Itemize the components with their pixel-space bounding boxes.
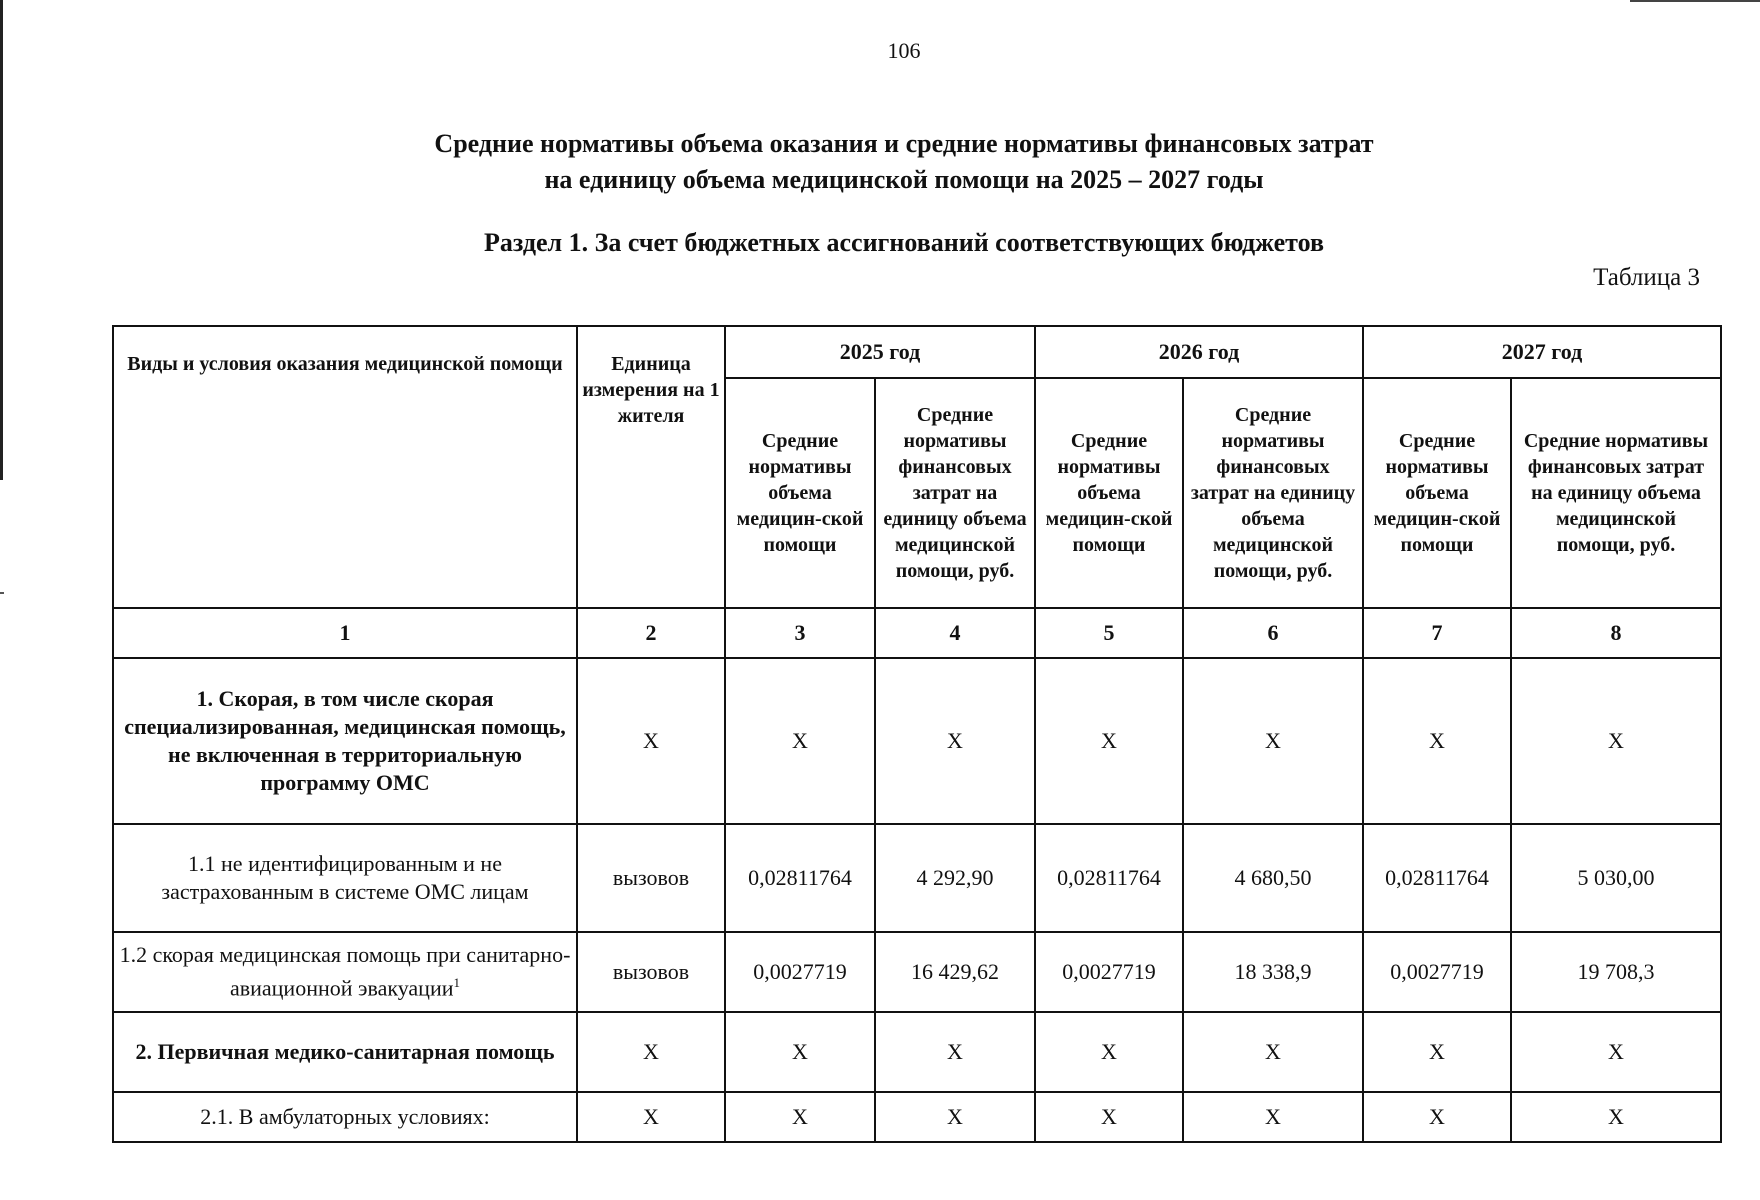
- table-cell: Х: [875, 658, 1035, 824]
- table-cell: 5 030,00: [1511, 824, 1721, 932]
- table-cell: 16 429,62: [875, 932, 1035, 1012]
- table-cell: 0,02811764: [1363, 824, 1511, 932]
- table-cell: 18 338,9: [1183, 932, 1363, 1012]
- table-cell: Х: [1183, 658, 1363, 824]
- row-label: 1.1 не идентифицированным и не застрахованным в системе ОМС лицам: [113, 824, 577, 932]
- table-row: [113, 1092, 1721, 1142]
- table-cell: 0,02811764: [725, 824, 875, 932]
- scan-tick-left: [0, 592, 4, 594]
- page-number: 106: [887, 38, 921, 63]
- column-number: 6: [1183, 608, 1363, 658]
- header-cost-2025: Средние нормативы финансовых затрат на единицу объема медицинской помощи, руб.: [875, 378, 1035, 608]
- table-cell: 19 708,3: [1511, 932, 1721, 1012]
- title-line-2: на единицу объема медицинской помощи на 2025 – 2027 годы: [544, 165, 1264, 194]
- table-label: Таблица 3: [1593, 264, 1700, 291]
- table-cell: Х: [1511, 1012, 1721, 1092]
- row-label: [113, 932, 577, 1012]
- table-cell: Х: [1363, 1012, 1511, 1092]
- row-label: 2. Первичная медико-санитарная помощь: [113, 1012, 577, 1092]
- row-label-text: 1.2 скорая медицинская помощь при санитарно-авиационной эвакуации: [119, 942, 571, 1001]
- table-row: [113, 658, 1721, 824]
- header-cost-2026: Средние нормативы финансовых затрат на единицу объема медицинской помощи, руб.: [1183, 378, 1363, 608]
- header-unit: Единица измерения на 1 жителя: [577, 326, 725, 608]
- table-cell: Х: [1363, 1092, 1511, 1142]
- table-cell: Х: [577, 658, 725, 824]
- column-number: 8: [1511, 608, 1721, 658]
- table-row: [113, 932, 1721, 1012]
- table-cell: 4 292,90: [875, 824, 1035, 932]
- header-volume-2026: Средние нормативы объема медицин-ской помощи: [1035, 378, 1183, 608]
- column-number: 2: [577, 608, 725, 658]
- header-row-years: [113, 326, 1721, 378]
- column-number: 4: [875, 608, 1035, 658]
- scan-edge-top: [1630, 0, 1760, 2]
- title-line-1: Средние нормативы объема оказания и средние нормативы финансовых затрат: [434, 129, 1374, 158]
- table-cell: Х: [1511, 1092, 1721, 1142]
- table-cell: Х: [725, 1092, 875, 1142]
- table-cell: Х: [1183, 1092, 1363, 1142]
- table-cell: 0,0027719: [1363, 932, 1511, 1012]
- column-number: 7: [1363, 608, 1511, 658]
- table-cell: Х: [725, 1012, 875, 1092]
- header-year-2026: 2026 год: [1035, 326, 1363, 378]
- header-volume-2025: Средние нормативы объема медицин-ской помощи: [725, 378, 875, 608]
- row-label: 2.1. В амбулаторных условиях:: [113, 1092, 577, 1142]
- table-cell: Х: [1363, 658, 1511, 824]
- table-cell: Х: [725, 658, 875, 824]
- table-cell: Х: [1511, 658, 1721, 824]
- header-volume-2027: Средние нормативы объема медицин-ской помощи: [1363, 378, 1511, 608]
- column-number-row: [113, 608, 1721, 658]
- table-cell: Х: [1035, 1012, 1183, 1092]
- row-label: 1. Скорая, в том числе скорая специализированная, медицинская помощь, не включенная в территориальную программу ОМС: [113, 658, 577, 824]
- norms-table: [112, 325, 1722, 1143]
- table-cell: вызовов: [577, 824, 725, 932]
- header-cost-2027: Средние нормативы финансовых затрат на единицу объема медицинской помощи, руб.: [1511, 378, 1721, 608]
- header-year-2025: 2025 год: [725, 326, 1035, 378]
- footnote-marker: 1: [453, 975, 461, 991]
- header-year-2027: 2027 год: [1363, 326, 1721, 378]
- document-title: [0, 126, 1760, 198]
- table-cell: Х: [577, 1012, 725, 1092]
- table-cell: 0,0027719: [1035, 932, 1183, 1012]
- table-cell: Х: [875, 1092, 1035, 1142]
- column-number: 1: [113, 608, 577, 658]
- table-cell: 0,0027719: [725, 932, 875, 1012]
- table-row: [113, 824, 1721, 932]
- table-cell: Х: [1035, 1092, 1183, 1142]
- column-number: 5: [1035, 608, 1183, 658]
- table-cell: вызовов: [577, 932, 725, 1012]
- table-cell: 4 680,50: [1183, 824, 1363, 932]
- section-title: Раздел 1. За счет бюджетных ассигнований соответствующих бюджетов: [484, 228, 1324, 257]
- table-row: [113, 1012, 1721, 1092]
- table-cell: Х: [875, 1012, 1035, 1092]
- table-cell: Х: [1183, 1012, 1363, 1092]
- table-cell: 0,02811764: [1035, 824, 1183, 932]
- header-service-type: Виды и условия оказания медицинской помощи: [113, 326, 577, 608]
- column-number: 3: [725, 608, 875, 658]
- table-cell: Х: [1035, 658, 1183, 824]
- table-cell: Х: [577, 1092, 725, 1142]
